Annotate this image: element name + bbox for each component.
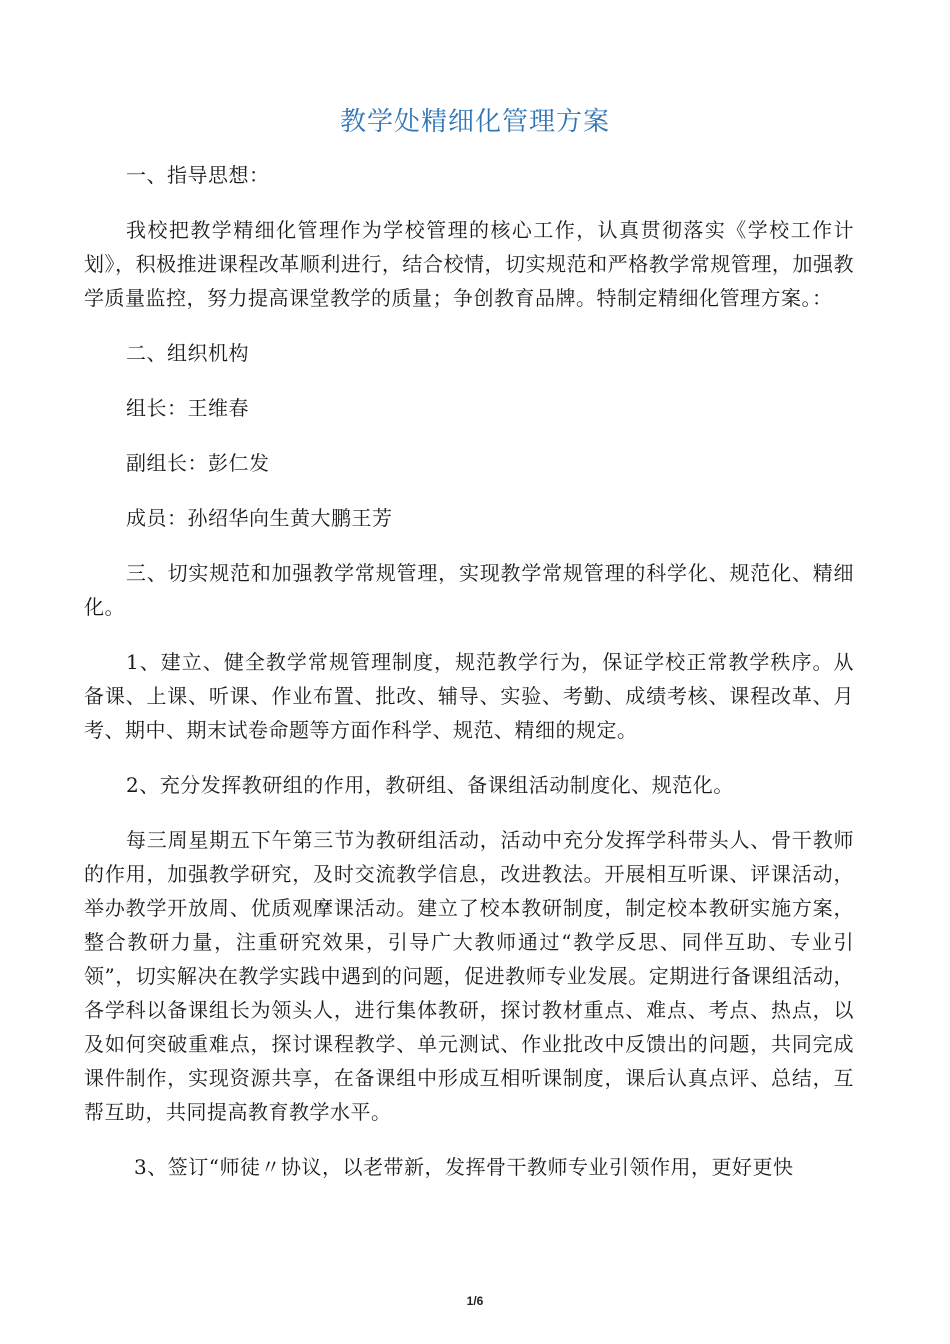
section-heading-organization: 二、组织机构 bbox=[126, 341, 249, 365]
org-leader: 组长：王维春 bbox=[126, 396, 249, 420]
document-title: 教学处精细化管理方案 bbox=[339, 107, 610, 137]
paragraph-research-activities: 每三周星期五下午第三节为教研组活动，活动中充分发挥学科带头人、骨干教师的作用，加强教学研究，及时交流教学信息，改进教法。开展相互听课、评课活动，举办教学开放周、优质观摩课活动。建立了校本教研制度，制定校本教研实施方案，整合教研力量，注重研究效果，引导广大教师通过“教学反思、同伴互助、专业引领”，切实解决在教学实践中遇到的问题，促进教师专业发展。定期进行备课组活动，各学科以备课组长为领头人，进行集体教研，探讨教材重点、难点、考点、热点，以及如何突破重难点，探讨课程教学、单元测试、作业批改中反馈出的问题，共同完成课件制作，实现资源共享，在备课组中形成互相听课制度，课后认真点评、总结，互帮互助，共同提高教育教学水平。 bbox=[84, 828, 854, 1124]
section-heading-routine-management: 三、切实规范和加强教学常规管理，实现教学常规管理的科学化、规范化、精细化。 bbox=[84, 561, 854, 619]
paragraph-item-1: 1、建立、健全教学常规管理制度，规范教学行为，保证学校正常教学秩序。从备课、上课、听课、作业布置、批改、辅导、实验、考勤、成绩考核、课程改革、月考、期中、期末试卷命题等方面作科学、规范、精细的规定。 bbox=[84, 650, 854, 742]
paragraph-guiding-ideology: 我校把教学精细化管理作为学校管理的核心工作，认真贯彻落实《学校工作计划》，积极推进课程改革顺利进行，结合校情，切实规范和严格教学常规管理，加强教学质量监控，努力提高课堂教学的质量；争创教育品牌。特制定精细化管理方案。： bbox=[84, 218, 854, 310]
section-heading-guiding-ideology: 一、指导思想： bbox=[126, 163, 270, 187]
page-number: 1/6 bbox=[466, 1294, 484, 1308]
org-members: 成员：孙绍华向生黄大鹏王芳 bbox=[126, 506, 393, 530]
paragraph-item-2: 2、充分发挥教研组的作用，教研组、备课组活动制度化、规范化。 bbox=[126, 773, 734, 797]
org-deputy-leader: 副组长：彭仁发 bbox=[126, 451, 270, 475]
document-body bbox=[84, 158, 854, 1205]
paragraph-item-3: 3、签订“师徒〃协议，以老带新，发挥骨干教师专业引领作用，更好更快 bbox=[134, 1155, 794, 1179]
